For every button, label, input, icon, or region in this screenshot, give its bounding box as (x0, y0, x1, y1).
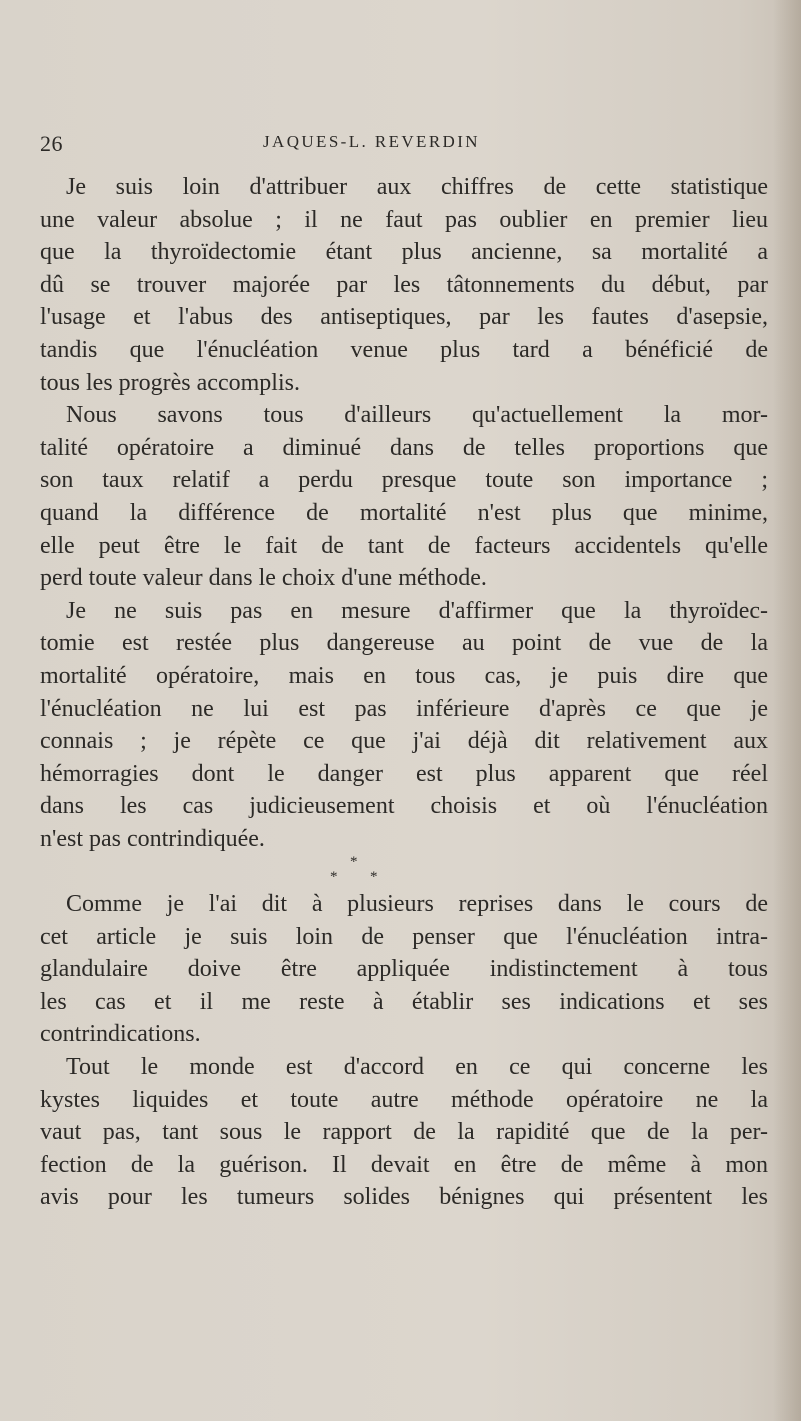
text-line: hémorragies dont le danger est plus apparent que réel (40, 760, 768, 787)
asterisk-left: * (330, 869, 338, 886)
text-line: Je ne suis pas en mesure d'affirmer que la thyroïdec- (66, 597, 768, 624)
paragraph (40, 399, 768, 595)
text-line: connais ; je répète ce que j'ai déjà dit relativement aux (40, 728, 768, 755)
text-line: tous les progrès accomplis. (40, 369, 300, 396)
paragraph (40, 595, 768, 856)
text-line: avis pour les tumeurs solides bénignes qui présentent les (40, 1184, 768, 1211)
page-header (40, 131, 770, 159)
text-line: fection de la guérison. Il devait en être de même à mon (40, 1151, 768, 1178)
text-line: kystes liquides et toute autre méthode opératoire ne la (40, 1086, 768, 1113)
text-line: vaut pas, tant sous le rapport de la rapidité que de la per- (40, 1119, 768, 1146)
text-line: Tout le monde est d'accord en ce qui concerne les (66, 1054, 768, 1081)
paragraph (40, 171, 768, 399)
text-line: dû se trouver majorée par les tâtonnements du début, par (40, 271, 768, 298)
text-line: glandulaire doive être appliquée indistinctement à tous (40, 956, 768, 983)
text-line: perd toute valeur dans le choix d'une méthode. (40, 565, 487, 592)
text-line: tandis que l'énucléation venue plus tard a bénéficié de (40, 336, 768, 363)
text-line: l'usage et l'abus des antiseptiques, par les fautes d'asepsie, (40, 304, 768, 331)
paragraph (40, 1051, 768, 1214)
text-line: une valeur absolue ; il ne faut pas oublier en premier lieu (40, 206, 768, 233)
running-head: JAQUES-L. REVERDIN (263, 132, 480, 151)
text-line: elle peut être le fait de tant de facteurs accidentels qu'elle (40, 532, 768, 559)
page-number: 26 (40, 131, 63, 156)
text-line: cet article je suis loin de penser que l'énucléation intra- (40, 923, 768, 950)
body-text (40, 171, 768, 1214)
text-line: dans les cas judicieusement choisis et où l'énucléation (40, 793, 768, 820)
text-line: Je suis loin d'attribuer aux chiffres de cette statistique (66, 174, 768, 200)
page-edge-shadow (773, 0, 801, 1421)
text-line: les cas et il me reste à établir ses indications et ses (40, 988, 768, 1015)
text-line: talité opératoire a diminué dans de telles proportions que (40, 434, 768, 461)
text-line: l'énucléation ne lui est pas inférieure d'après ce que je (40, 695, 768, 722)
text-line: mortalité opératoire, mais en tous cas, je puis dire que (40, 662, 768, 689)
asterisk-top: * (350, 854, 358, 871)
asterisk-right: * (370, 869, 378, 886)
asterism-separator (40, 855, 768, 888)
text-line: Comme je l'ai dit à plusieurs reprises dans le cours de (66, 891, 768, 918)
text-line: son taux relatif a perdu presque toute son importance ; (40, 467, 768, 494)
text-line: contrindications. (40, 1021, 201, 1048)
text-line: Nous savons tous d'ailleurs qu'actuellement la mor- (66, 402, 768, 429)
paragraph (40, 888, 768, 1051)
text-line: que la thyroïdectomie étant plus ancienne, sa mortalité a (40, 239, 768, 266)
text-line: n'est pas contrindiquée. (40, 825, 265, 852)
text-line: quand la différence de mortalité n'est plus que minime, (40, 499, 768, 526)
text-line: tomie est restée plus dangereuse au point de vue de la (40, 630, 768, 657)
